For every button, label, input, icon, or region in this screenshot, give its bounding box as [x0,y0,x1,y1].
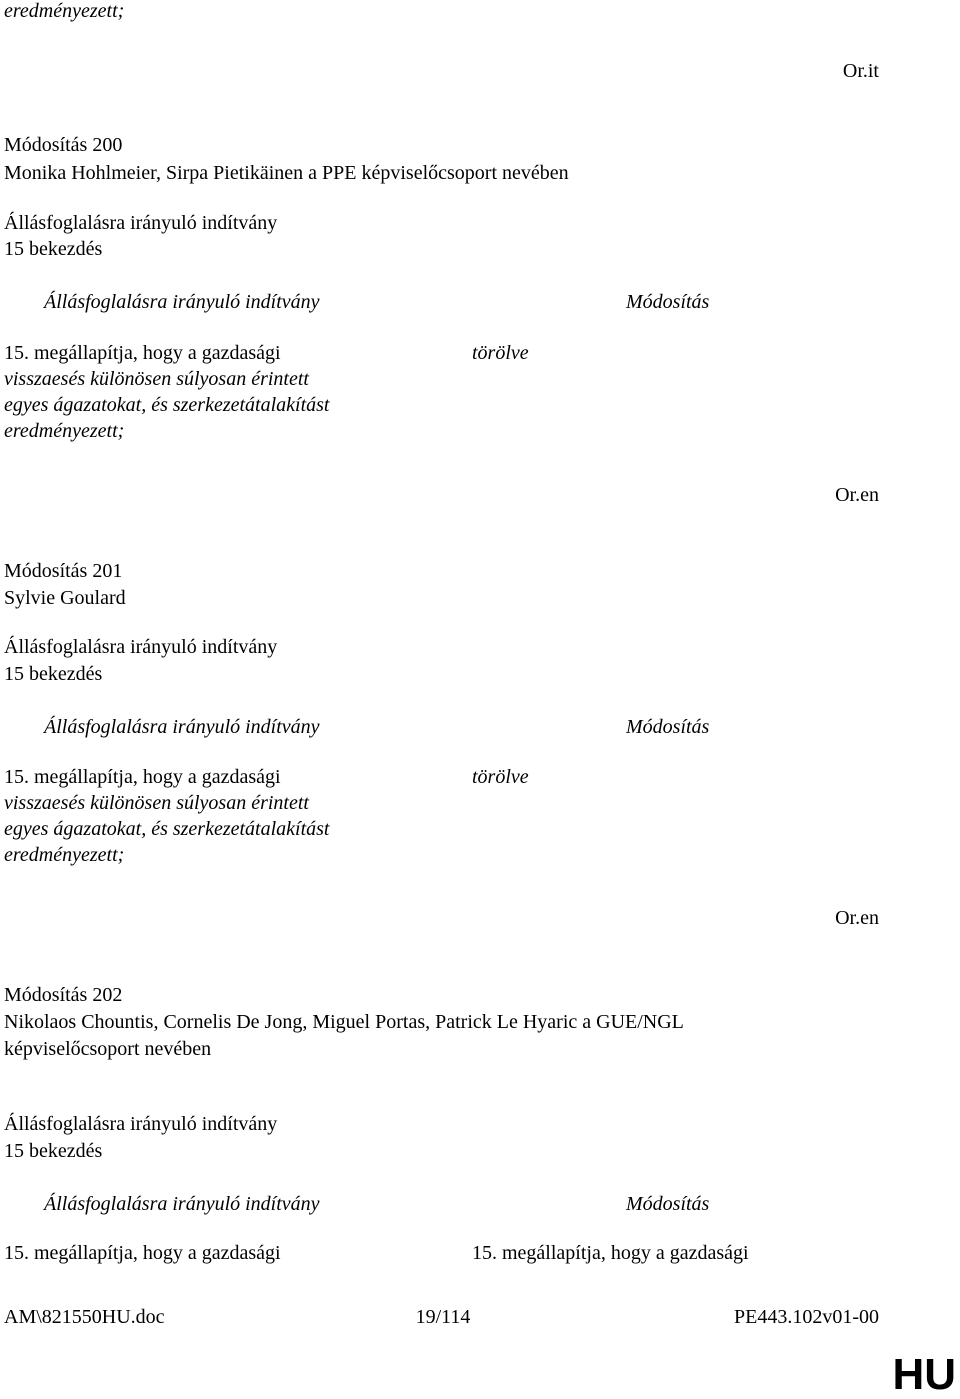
continuation-text: eredményezett; [4,0,125,22]
reference-label: Állásfoglalásra irányuló indítvány [4,636,278,658]
footer-document-id: AM\821550HU.doc [4,1306,165,1328]
reference-paragraph: 15 bekezdés [4,1140,103,1162]
language-code: HU [892,1350,956,1399]
column-header-amendment: Módosítás [626,716,710,738]
amendment-authors: Nikolaos Chountis, Cornelis De Jong, Miguel Portas, Patrick Le Hyaric a GUE/NGL [4,1011,684,1033]
amendment-title: Módosítás 200 [4,134,123,156]
original-text-line: eredményezett; [4,844,125,866]
original-text-line: eredményezett; [4,420,125,442]
amendment-title: Módosítás 201 [4,560,123,582]
footer-page-number: 19/114 [415,1306,471,1328]
amendment-title: Módosítás 202 [4,984,123,1006]
original-language: Or.en [835,484,879,506]
original-language: Or.en [835,907,879,929]
column-header-original: Állásfoglalásra irányuló indítvány [44,716,320,738]
footer-reference: PE443.102v01-00 [734,1306,879,1328]
amendment-authors: Sylvie Goulard [4,587,126,609]
reference-paragraph: 15 bekezdés [4,238,103,260]
original-text-line: 15. megállapítja, hogy a gazdasági [4,766,281,788]
reference-label: Állásfoglalásra irányuló indítvány [4,1113,278,1135]
original-text-line: 15. megállapítja, hogy a gazdasági [4,1242,281,1264]
column-header-amendment: Módosítás [626,291,710,313]
original-language: Or.it [842,60,879,82]
reference-label: Állásfoglalásra irányuló indítvány [4,212,278,234]
original-text-line: 15. megállapítja, hogy a gazdasági [4,342,281,364]
column-header-original: Állásfoglalásra irányuló indítvány [44,1193,320,1215]
amended-text-line: 15. megállapítja, hogy a gazdasági [472,1242,749,1264]
column-header-original: Állásfoglalásra irányuló indítvány [44,291,320,313]
amendment-authors-continued: képviselőcsoport nevében [4,1038,212,1060]
amendment-authors: Monika Hohlmeier, Sirpa Pietikäinen a PPE képviselőcsoport nevében [4,162,569,184]
original-text-line: visszaesés különösen súlyosan érintett [4,368,309,390]
original-text-line: egyes ágazatokat, és szerkezetátalakítást [4,818,330,840]
reference-paragraph: 15 bekezdés [4,663,103,685]
amended-text-line: törölve [472,342,529,364]
original-text-line: egyes ágazatokat, és szerkezetátalakítást [4,394,330,416]
original-text-line: visszaesés különösen súlyosan érintett [4,792,309,814]
amended-text-line: törölve [472,766,529,788]
column-header-amendment: Módosítás [626,1193,710,1215]
